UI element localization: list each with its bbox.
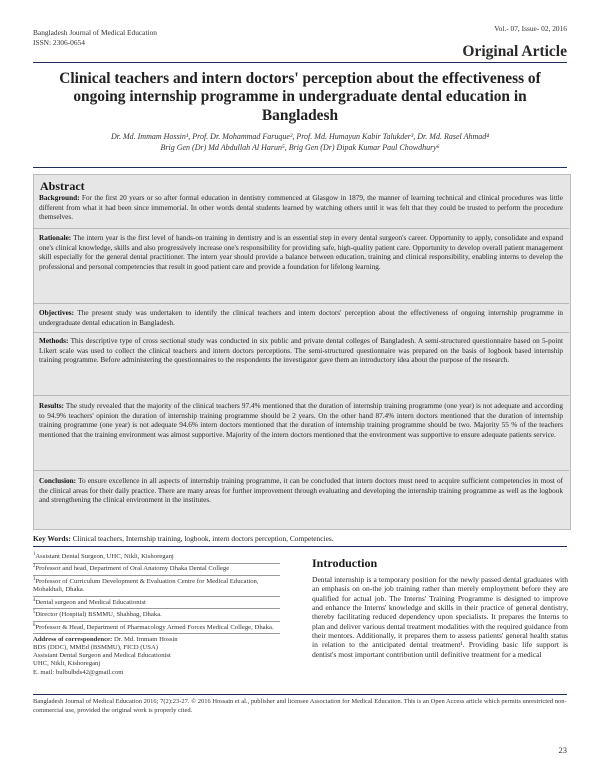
affiliations-block [33,553,280,677]
correspondence-block [33,636,280,676]
methods-label: Methods: [39,337,69,345]
affiliation-separator [33,621,280,622]
keywords-rule [33,546,567,547]
correspondence-name: Dr. Md. Immam Hossin [113,636,178,644]
title-rule [33,167,567,168]
background-label: Background: [39,194,80,202]
journal-name: Bangladesh Journal of Medical Education [33,28,157,37]
abstract-results [33,402,569,440]
footer-rule [33,694,567,695]
abstract-objectives [33,309,569,328]
correspondence-line: BDS (DDC), MMEd (BSMMU), FICD (USA) [33,644,159,652]
abstract-conclusion [33,477,569,506]
affiliation-item: $^6$Professor & Head, Department of Pharmacology Armed Forces Medical College, Dhaka. [33,622,274,631]
abstract-separator [33,332,569,333]
conclusion-label: Conclusion: [39,477,77,485]
keywords [33,534,569,543]
authors-line-2: Brig Gen (Dr) Md Abdullah Al Harun⁵, Brig Gen (Dr) Dipak Kumar Paul Chowdhury⁶ [160,143,440,152]
journal-issn: ISSN: 2306-0654 [33,37,85,47]
introduction-heading: Introduction [312,556,378,570]
article-type: Original Article [462,43,567,60]
results-text: The study revealed that the majority of the clinical teachers 97.4% mentioned that the duration of internship training programme (one year) is not adequate and according to 94.9% teachers' opinion the duration of internship training programme should be 2 years. On the other hand 87.4% intern doctors mentioned that the duration of internship training programme (one year) is not adequate 94.6% intern doctors mentioned that the duration of internship training programme should be two. Majority 55 % of the teachers mentioned that the training environment was almost supportive. Majority of the intern doctors mentioned that the environment was supportive to ensure adequate patients service. [39,402,563,439]
abstract-separator [33,395,569,396]
introduction-text: Dental internship is a temporary position for the newly passed dental graduates with an emphasis on on-the job training rather than merely employment before they are qualified for actual job. The Interns' Training Programme is designed to improve and enhance the Interns' knowledge and skills in their practice of general dentistry, thereby facilitating reduced dependency upon specialists. It prepares the Interns to plan and deliver various dental treatment modalities with the required guidance from their mentors. Additionally, it prepares them to assess patients' general health status in relation to the anticipated dental treatment¹. Providing basic life support is dentist's most important contribution until definitive treatment for a medical [312,575,568,659]
affiliation-item: $^4$Dental surgeon and Medical Educationist [33,597,146,606]
abstract-separator [33,470,569,471]
affiliation-separator [33,596,280,597]
results-label: Results: [39,402,64,410]
citation-footer: Bangladesh Journal of Medical Education 2016; 7(2):23-27. © 2016 Hossain et al., publisher and licensee Association for Medical Education. This is an Open Access article which permits unrestricted non-commercial use, provided the original work is properly cited. [33,698,567,714]
correspondence-line: UHC, Nikli, Kishoreganj [33,660,101,668]
objectives-text: The present study was undertaken to identify the clinical teachers and intern doctors' perception about the effectiveness of ongoing internship programme in undergraduate dental education in Bangladesh. [39,309,564,327]
affiliation-separator [33,575,280,576]
correspondence-line: Assistant Dental Surgeon and Medical Educationist [33,652,171,660]
affiliation-separator [33,608,280,609]
keywords-label: Key Words: [33,534,71,543]
abstract-background [33,194,569,223]
objectives-label: Objectives: [39,309,75,317]
rationale-label: Rationale: [39,234,72,242]
affiliation-separator [33,563,280,564]
correspondence-email: E. mail: bulbulbds42@gmail.com [33,668,124,676]
rationale-text: The intern year is the first level of hands-on training in dentistry and is an essential step in every dental surgeon's career. Opportunity to apply, consolidate and expand one's clinical knowledge, skills and also progressively increase one's responsibility for providing safe, high-quality patient care. Opportunity to develop overall patient management skill especially for the general dental practitioner. The intern year should provide a balance between education, training and clinical responsibility, enabling interns to develop the professional and personal competencies that result in good patient care and provide a foundation for lifelong learning. [39,234,563,271]
methods-text: This descriptive type of cross sectional study was conducted in six public and private dental colleges of Bangladesh. A semi-structured questionnaire based on 5-point Likert scale was used to collect the clinical teachers and intern doctors perceptions. The semi-structured questionnaire was prepared on the basis of logbook based internship training programme. Before administering the questionnaires to the respondents the investigator gave them an introductory idea about the purpose of the research. [39,337,563,365]
abstract-heading: Abstract [40,179,85,193]
abstract-separator [33,228,569,229]
abstract-methods [33,337,569,366]
affiliation-item: $^2$Professor and head, Department of Oral Anatomy Dhaka Dental College [33,564,230,573]
paper-title: Clinical teachers and intern doctors' perception about the effectiveness of ongoing internship programme in undergraduate dental education in Bangladesh [59,70,541,124]
correspondence-label: Address of correspondence: [33,636,113,644]
header-rule [33,62,567,63]
affiliation-item: $^1$Assistant Dental Surgeon, UHC, Nikli, Kishoreganj [33,551,174,560]
conclusion-text: To ensure excellence in all aspects of internship training programme, it can be concluded that intern doctors must need to acquire sufficient competencies in most of the clinical areas for their daily practice. There are many areas for further improvement through evaluating and developing the internship training programme as well as the logbook and strengthening the clinical environment in the institutes. [39,477,564,505]
authors-line-1: Dr. Md. Immam Hossin¹, Prof. Dr. Mohammad Faruque², Prof. Md. Humayun Kabir Talukder³, Dr. Md. Rasel Ahmad⁴ [110,132,490,141]
volume-issue: Vol.- 07, Issue- 02, 2016 [494,24,567,33]
abstract-separator [33,303,569,304]
affiliation-separator [33,633,280,634]
abstract-rationale [33,234,569,272]
keywords-text: Clinical teachers, Internship training, logbook, intern doctors perception, Competencies. [72,534,334,543]
background-text: For the first 20 years or so after formal education in dentistry commenced at Glasgow in 1879, the manner of learning technical and clinical procedures was little different from what it had been since immemorial. In other words dental students learned by watching others until it was felt that they could be trusted to perform the procedure themselves. [39,194,563,222]
journal-header [33,28,157,47]
page-number: 23 [558,745,567,755]
affiliation-item: $^5$Director (Hospital) BSMMU, Shahbag, Dhaka. [33,609,162,619]
affiliation-item: $^3$Professor of Curriculum Development & Evaluation Centre for Medical Education, Mohakhali, Dhaka. [33,576,259,594]
authors [44,131,556,153]
